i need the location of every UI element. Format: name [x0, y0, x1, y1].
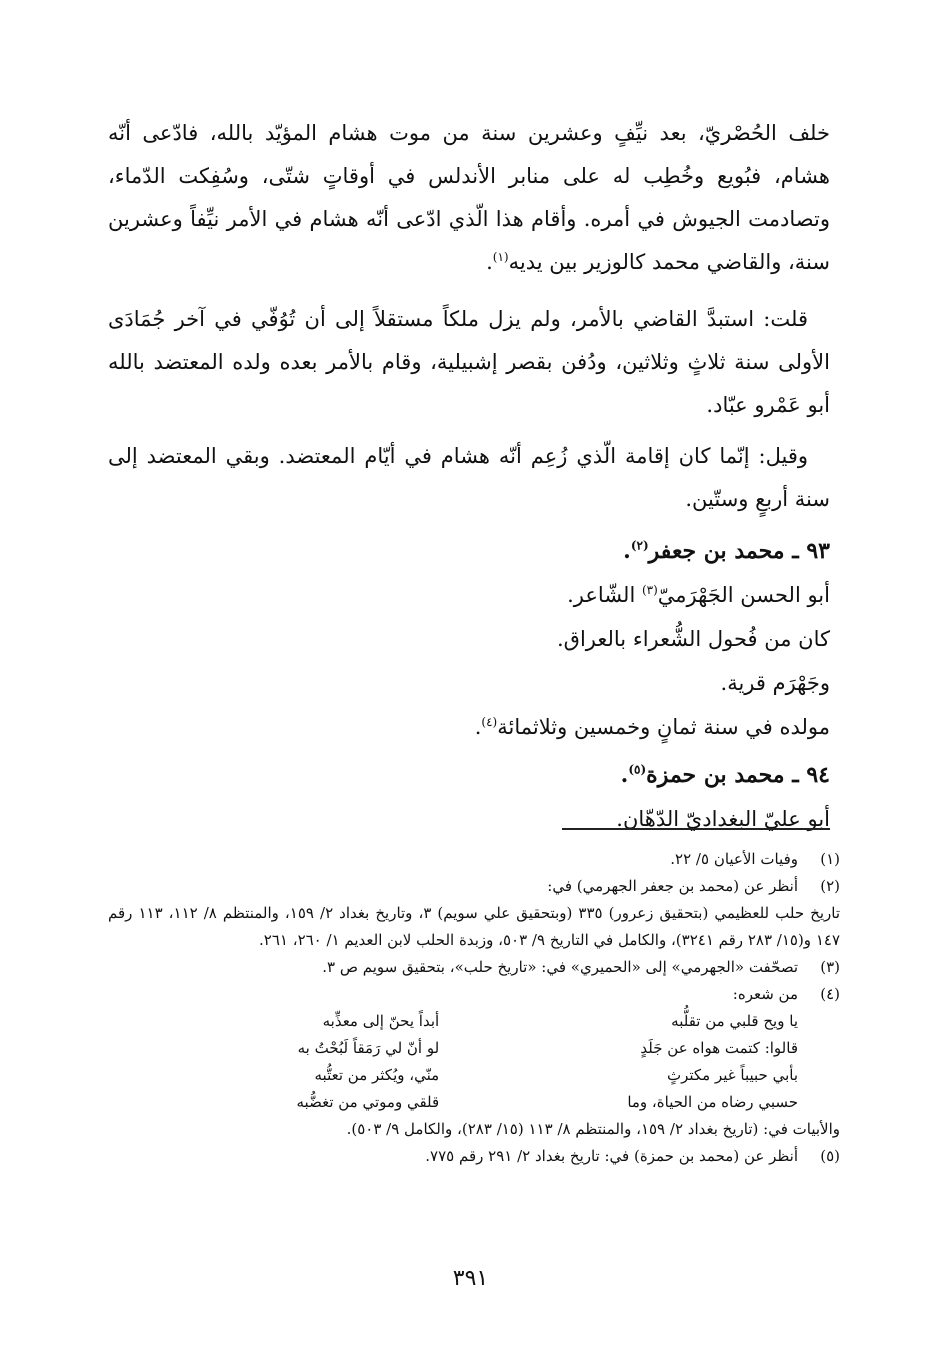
entry-93-line-4-text: مولده في سنة ثمانٍ وخمسين وثلاثمائة — [497, 715, 830, 739]
entry-94-line-1: أبو عليّ البغداديّ الدّهّان. — [616, 807, 830, 831]
paragraph-1-text: خلف الحُصْريّ، بعد نيِّفٍ وعشرين سنة من موت هشام المؤيّد بالله، فادّعى أنّه هشام، فبُويع وخُطِب له على منابر الأندلس في أوقاتٍ شتّى، وسُفِكت الدّماء، وتصادمت الجيوش في أمره. وأقام هذا الّذي ادّعى أنّه هشام في الأمر نيِّفاً وعشرين سنة، والقاضي محمد كالوزير بين يديه — [108, 121, 830, 274]
verse-first-hemistich: يا ويح قلبي من تقلُّبه — [671, 1012, 798, 1030]
entry-93-title: ٩٣ ـ محمد بن جعفر — [648, 538, 830, 564]
entry-93-line-1-end: الشّاعر. — [567, 583, 642, 607]
poem-verse — [108, 1089, 798, 1116]
footnote-2 — [108, 873, 840, 900]
entry-94-heading — [108, 753, 830, 797]
entry-93-heading-end: . — [623, 538, 631, 564]
paragraph-1 — [108, 112, 830, 284]
footnote-4-after-text: والأبيات في: (تاريخ بغداد ٢/ ١٥٩، والمنتظم ٨/ ١١٣ (١٥/ ٢٨٣)، والكامل ٩/ ٥٠٣). — [346, 1120, 840, 1138]
entry-93-line-2: كان من فُحول الشُّعراء بالعراق. — [556, 627, 830, 651]
entry-93-line-1 — [108, 573, 830, 617]
footnote-5-text: أنظر عن (محمد بن حمزة) في: تاريخ بغداد ٢/ ٢٩١ رقم ٧٧٥. — [425, 1147, 798, 1165]
footnote-5-number: (٥) — [820, 1147, 840, 1165]
footnote-5 — [108, 1143, 840, 1170]
entry-93-heading — [108, 529, 830, 573]
footnote-ref-2: (٢) — [630, 538, 649, 553]
footnote-ref-1: (١) — [492, 250, 509, 264]
footnote-2-sources — [108, 900, 840, 954]
footnote-ref-4: (٤) — [481, 715, 498, 729]
entry-93-line-1-text: أبو الحسن الجَهْرَميّ — [657, 583, 830, 607]
paragraph-3: وقيل: إنّما كان إقامة الّذي زُعِم أنّه هشام في أيّام المعتضد. وبقي المعتضد إلى سنة أربعٍ وستّين. — [108, 444, 830, 511]
footnote-2-intro: أنظر عن (محمد بن جعفر الجهرمي) في: — [547, 877, 798, 895]
entry-93-line-4 — [108, 705, 830, 749]
footnote-4-text: من شعره: — [732, 985, 798, 1003]
page-number: ٣٩١ — [452, 1266, 489, 1291]
entry-94-title: ٩٤ ـ محمد بن حمزة — [646, 762, 830, 788]
main-text — [108, 112, 830, 841]
footnote-2-text: تاريخ حلب للعظيمي (بتحقيق زعرور) ٣٣٥ (وبتحقيق علي سويم) ٣، وتاريخ بغداد ٢/ ١٥٩، والمنتظم ٨/ ١١٢، ١١٣ رقم ١٤٧ و(١٥/ ٢٨٣ رقم ٣٢٤١)، والكامل في التاريخ ٩/ ٥٠٣، وزبدة الحلب لابن العديم ١/ ٢٦٠، ٢٦١. — [108, 904, 841, 949]
footnote-3-text: تصحّفت «الجهرمي» إلى «الحميري» في: «تاريخ حلب»، بتحقيق سويم ص ٣. — [322, 958, 798, 976]
footnote-3-number: (٣) — [820, 958, 840, 976]
entry-93-line-3: وجَهْرَم قرية. — [720, 671, 830, 695]
footnotes — [108, 846, 840, 1170]
verse-second-hemistich: أبداً يحنّ إلى معذِّبه — [322, 1012, 440, 1030]
poem — [108, 1008, 840, 1116]
verse-first-hemistich: قالوا: كتمت هواه عن جَلَدٍ — [640, 1039, 798, 1057]
footnote-1-number: (١) — [820, 850, 840, 868]
verse-first-hemistich: حسبي رضاه من الحياة، وما — [627, 1093, 798, 1111]
footnote-4-sources — [108, 1116, 840, 1143]
poem-verse — [108, 1035, 798, 1062]
footnote-2-number: (٢) — [820, 877, 840, 895]
footnote-ref-3: (٣) — [641, 583, 658, 597]
footnote-separator — [562, 828, 830, 830]
footnote-3 — [108, 954, 840, 981]
entry-94-heading-end: . — [620, 762, 629, 788]
footnote-4-number: (٤) — [820, 985, 840, 1003]
paragraph-2: قلت: استبدَّ القاضي بالأمر، ولم يزل ملكاً مستقلاً إلى أن تُوُفّي في آخر جُمَادَى الأولى سنة ثلاثٍ وثلاثين، ودُفن بقصر إشبيلية، وقام بالأمر بعده ولده المعتضد بالله أبو عَمْرو عبّاد. — [108, 307, 830, 417]
paragraph-1-end: . — [486, 250, 493, 274]
verse-second-hemistich: قلقي وموتي من تغضُّبه — [296, 1093, 440, 1111]
verse-first-hemistich: بأبي حبيباً غير مكترثٍ — [666, 1066, 798, 1084]
footnote-1-text: وفيات الأعيان ٥/ ٢٢. — [670, 850, 798, 868]
entry-93-line-4-end: . — [474, 715, 482, 739]
footnote-4 — [108, 981, 840, 1008]
poem-verse — [108, 1062, 798, 1089]
verse-second-hemistich: منّي، ويُكثر من تعتُّبه — [314, 1066, 440, 1084]
footnote-ref-5: (٥) — [628, 762, 647, 777]
poem-verse — [108, 1008, 798, 1035]
verse-second-hemistich: لو أنّ لي رَمَقاً لَبُحْتُ به — [297, 1039, 440, 1057]
footnote-1 — [108, 846, 840, 873]
